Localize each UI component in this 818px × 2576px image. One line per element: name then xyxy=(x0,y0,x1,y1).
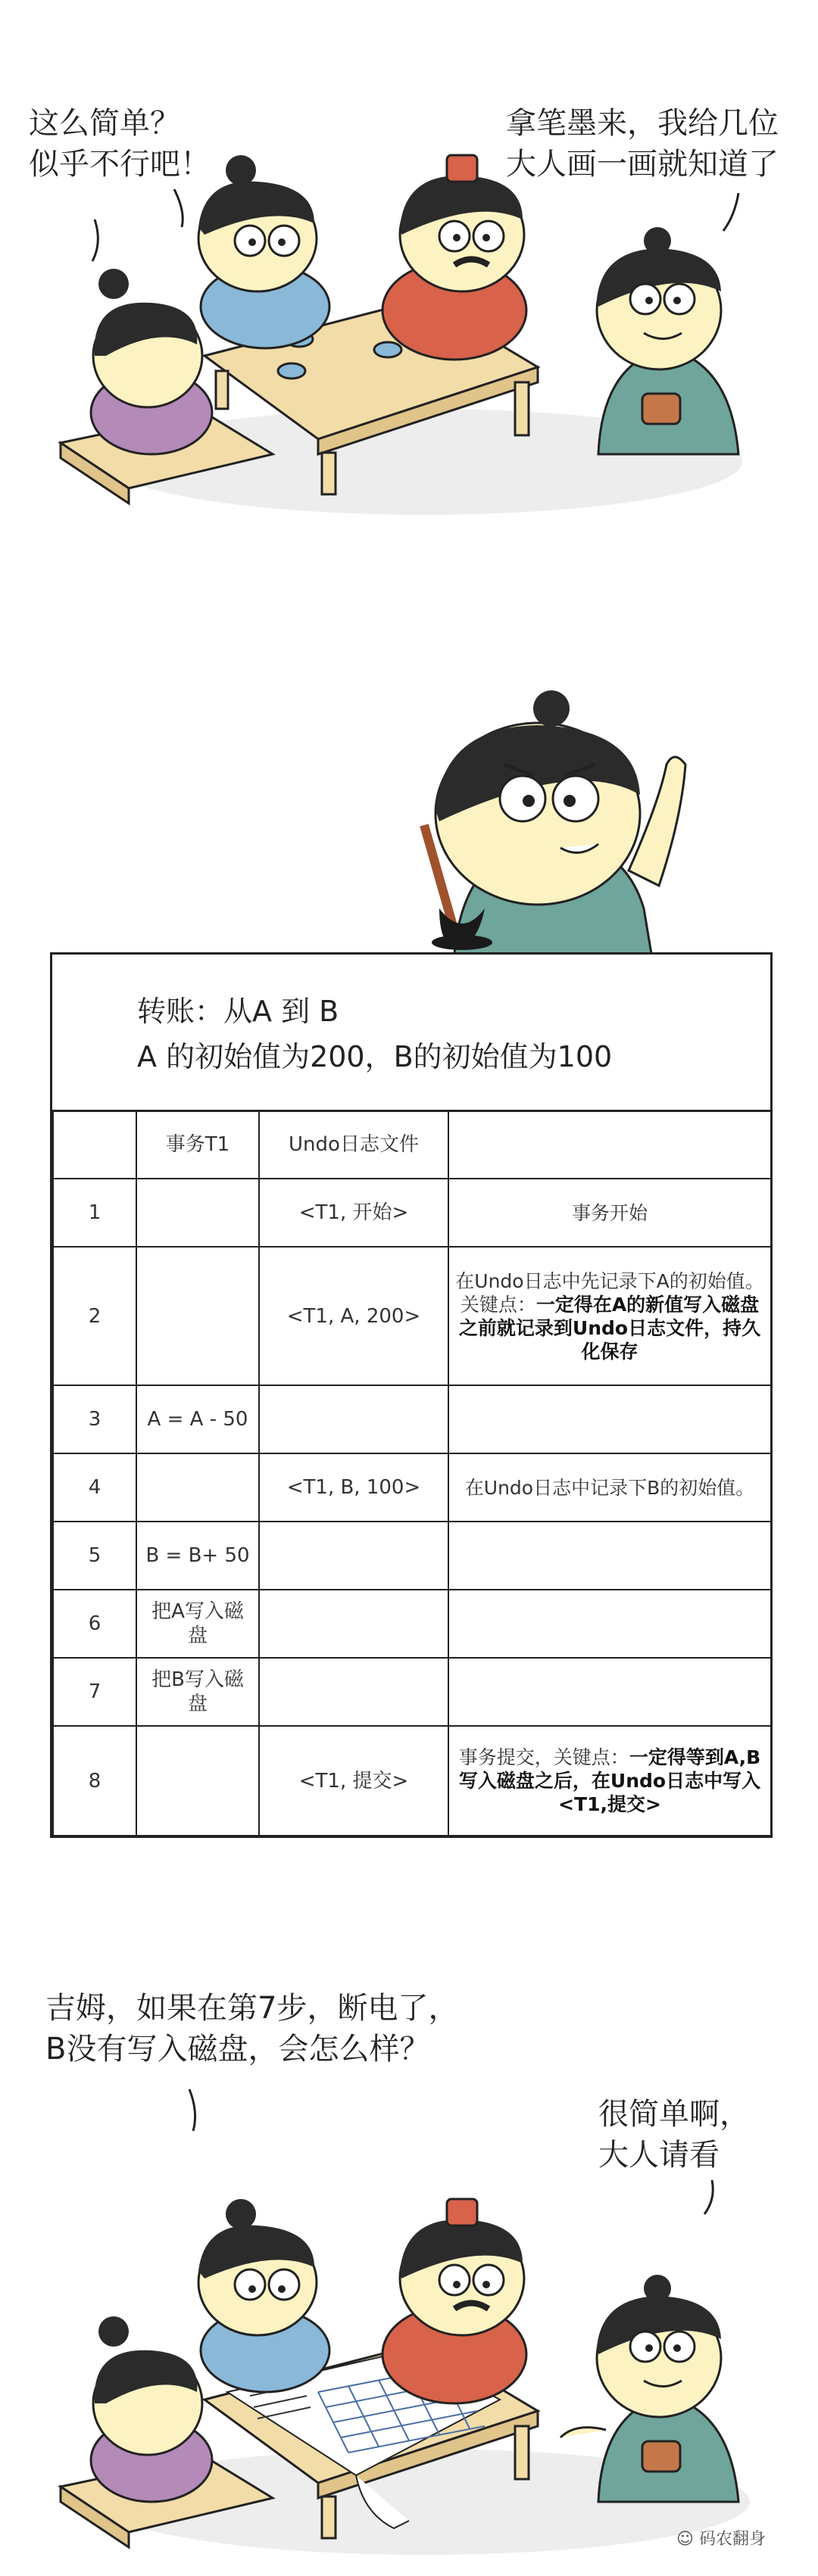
undo-cell xyxy=(259,1658,448,1726)
table-header-row xyxy=(53,1110,771,1179)
undo-cell xyxy=(259,1590,448,1658)
speech-question xyxy=(45,1988,458,2070)
t1-cell: 把B写入磁盘 xyxy=(136,1658,259,1726)
step-cell: 4 xyxy=(53,1453,136,1522)
table-row xyxy=(53,1726,771,1836)
speech-answer-line1: 很简单啊， xyxy=(598,2097,750,2132)
undo-cell: <T1, 开始> xyxy=(259,1179,448,1247)
table-row xyxy=(53,1522,771,1590)
watermark xyxy=(676,2526,766,2550)
note-cell xyxy=(448,1726,771,1836)
note-cell xyxy=(448,1385,771,1453)
speech-question-line2: B没有写入磁盘，会怎么样？ xyxy=(45,2032,430,2067)
note-text: 在Undo日志中先记录下A的初始值。关键点： xyxy=(455,1269,764,1316)
speech-right-line2: 大人画一画就知道了 xyxy=(506,147,779,182)
speech-answer-line2: 大人请看 xyxy=(598,2138,720,2173)
step-cell: 1 xyxy=(53,1179,136,1247)
step-cell: 2 xyxy=(53,1247,136,1385)
note-cell xyxy=(448,1522,771,1590)
note-bold: 一定得在A的新值写入磁盘之前就记录到Undo日志文件，持久化保存 xyxy=(458,1293,761,1363)
header-cell: Undo日志文件 xyxy=(259,1110,448,1179)
table-title-line2: A 的初始值为200，B的初始值为100 xyxy=(137,1040,613,1073)
note-text: 在Undo日志中记录下B的初始值。 xyxy=(464,1476,755,1499)
t1-cell xyxy=(136,1247,259,1385)
header-cell xyxy=(53,1110,136,1179)
speech-right-line1: 拿笔墨来，我给几位 xyxy=(506,106,779,141)
undo-cell: <T1, B, 100> xyxy=(259,1453,448,1522)
scene-illustration-2 xyxy=(0,681,818,954)
t1-cell: B = B+ 50 xyxy=(136,1522,259,1590)
header-cell xyxy=(448,1110,771,1179)
step-cell: 8 xyxy=(53,1726,136,1836)
scene-illustration-1 xyxy=(0,0,818,545)
table-row xyxy=(53,1453,771,1522)
note-text: 事务开始 xyxy=(571,1201,648,1224)
step-cell: 5 xyxy=(53,1522,136,1590)
table-header xyxy=(52,955,770,1112)
note-cell xyxy=(448,1179,771,1247)
panel-discussion xyxy=(0,0,818,545)
undo-log-table xyxy=(52,1110,772,1836)
note-bold: 一定得等到A,B写入磁盘之后，在Undo日志中写入<T1,提交> xyxy=(458,1746,761,1815)
table-title-line1: 转账：从A 到 B xyxy=(137,995,339,1028)
panel-explainer xyxy=(0,681,818,954)
speech-right xyxy=(506,103,779,185)
undo-cell xyxy=(259,1385,448,1453)
speech-left-line2: 似乎不行吧！ xyxy=(29,147,211,182)
table-row xyxy=(53,1590,771,1658)
wechat-icon: ☺ xyxy=(676,2530,699,2549)
t1-cell: 把A写入磁盘 xyxy=(136,1590,259,1658)
speech-left-line1: 这么简单？ xyxy=(29,106,180,141)
transaction-table-panel xyxy=(50,952,773,1838)
step-cell: 6 xyxy=(53,1590,136,1658)
speech-answer xyxy=(598,2094,750,2176)
table-row xyxy=(53,1658,771,1726)
step-cell: 3 xyxy=(53,1385,136,1453)
undo-cell: <T1, 提交> xyxy=(259,1726,448,1836)
table-row xyxy=(53,1385,771,1453)
undo-cell: <T1, A, 200> xyxy=(259,1247,448,1385)
t1-cell: A = A - 50 xyxy=(136,1385,259,1453)
speech-question-line1: 吉姆，如果在第7步，断电了， xyxy=(45,1991,459,2026)
t1-cell xyxy=(136,1179,259,1247)
table-row xyxy=(53,1179,771,1247)
undo-cell xyxy=(259,1522,448,1590)
note-cell xyxy=(448,1590,771,1658)
note-cell xyxy=(448,1453,771,1522)
note-text: 事务提交，关键点： xyxy=(458,1746,629,1768)
t1-cell xyxy=(136,1726,259,1836)
note-cell xyxy=(448,1658,771,1726)
speech-left xyxy=(29,103,211,185)
panel-question xyxy=(0,1938,818,2576)
t1-cell xyxy=(136,1453,259,1522)
table-row xyxy=(53,1247,771,1385)
header-cell: 事务T1 xyxy=(136,1110,259,1179)
note-cell xyxy=(448,1247,771,1385)
step-cell: 7 xyxy=(53,1658,136,1726)
watermark-text: 码农翻身 xyxy=(698,2530,766,2549)
